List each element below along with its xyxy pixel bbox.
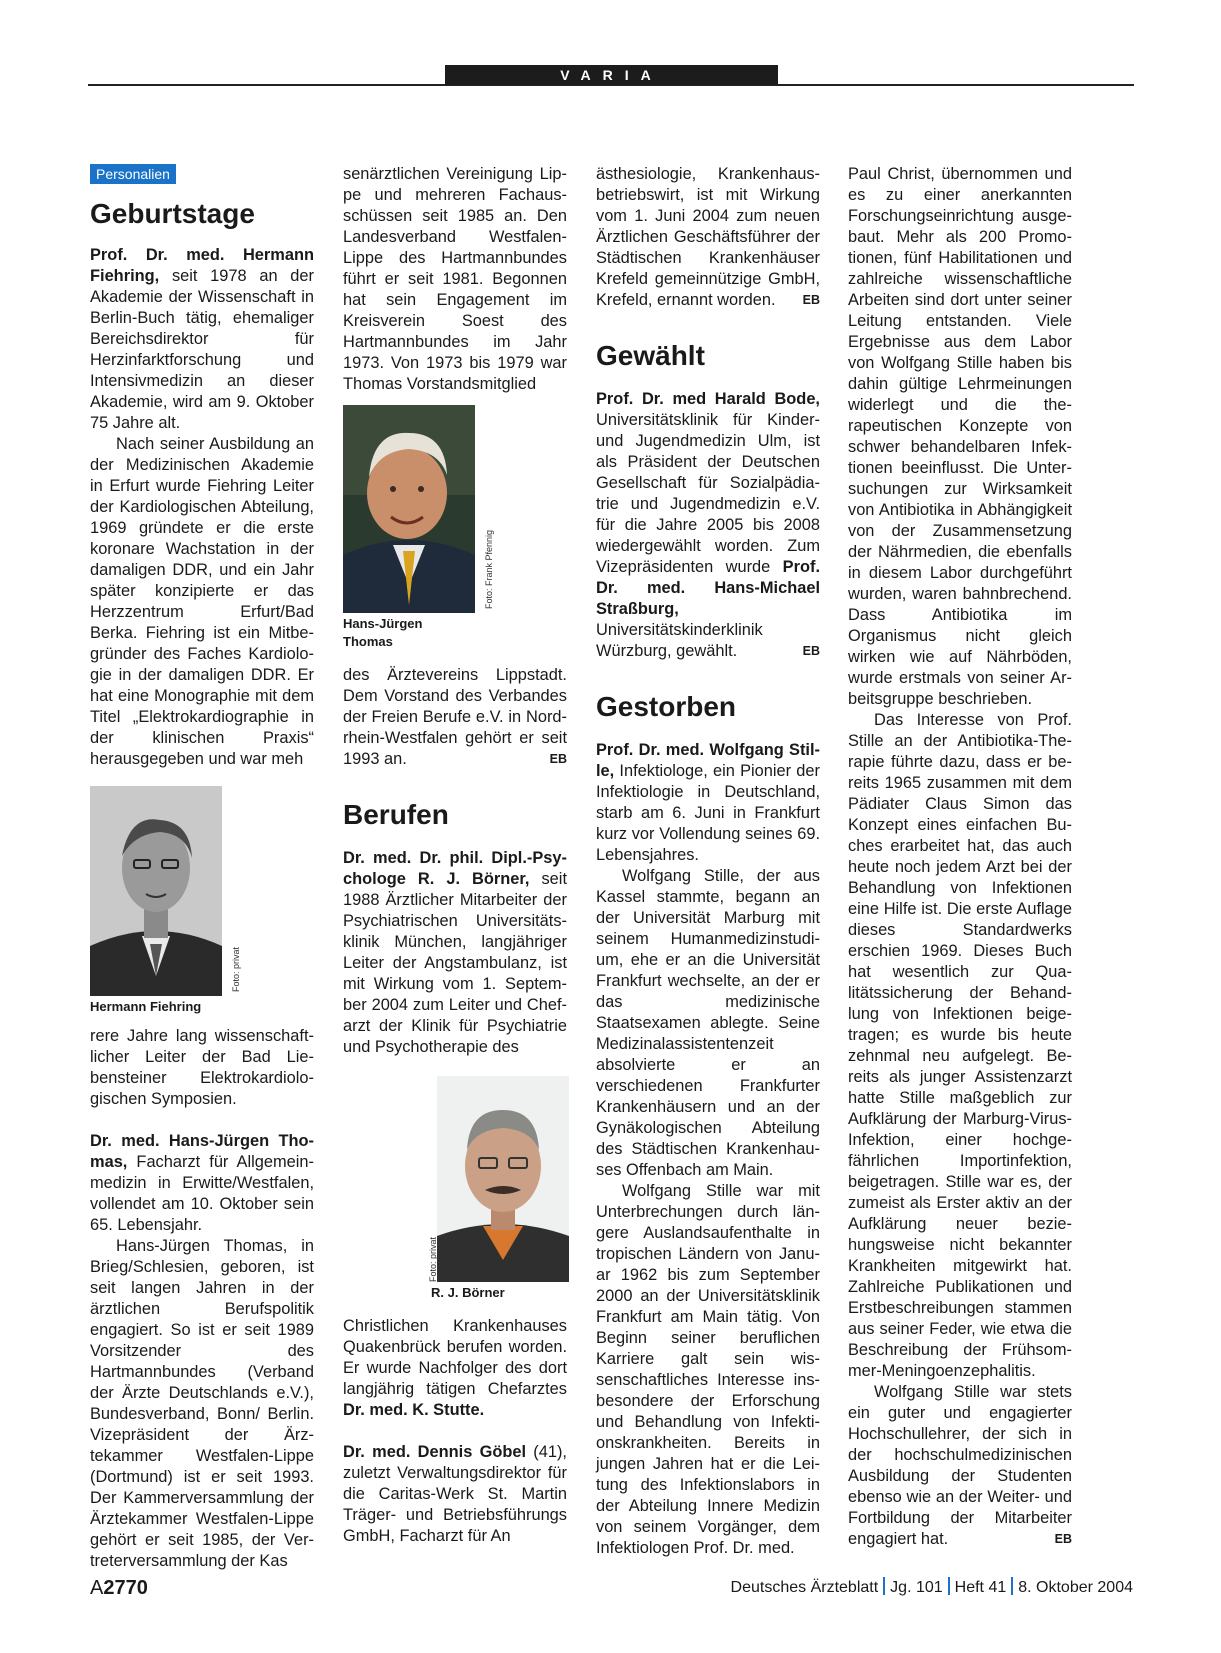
portrait-image <box>343 405 475 613</box>
page-number: A2770 <box>90 1577 148 1599</box>
person-name: Dr. med. Dr. phil. Dipl.-Psychologe R. J. Börner, <box>343 849 567 888</box>
column-3 <box>596 164 820 1559</box>
paragraph: Prof. Dr. med. Wolfgang Stille, Infektiologe, ein Pionier der Infektiologie in Deutschland, starb am 6. Juni in Frankfurt kurz vor Vollendung seines 69. Lebensjahres. <box>596 741 820 864</box>
photo-fiehring <box>90 786 241 1016</box>
photo-caption: R. J. Börner <box>431 1285 505 1300</box>
separator <box>1011 1577 1013 1595</box>
photo-caption: Hermann Fiehring <box>90 999 202 1014</box>
column-4 <box>848 164 1072 1550</box>
photo-caption: Hans-Jürgen Thomas <box>343 616 423 649</box>
paragraph: Wolfgang Stille war stets ein guter und engagierter Hochschullehrer, der sich in der hochschulmedizinischen Ausbildung der Studenten ebenso wie an der Weiter- und Fortbildung der Mitarbeiter engagiert hat. EB <box>848 1383 1072 1548</box>
separator <box>948 1577 950 1595</box>
heading-gestorben: Gestorben <box>596 691 737 722</box>
journal-info <box>731 1577 1133 1597</box>
paragraph: Nach seiner Ausbildung an der Medizinischen Akademie in Erfurt wurde Fiehring Leiter der Kardiologischen Abteilung, 1969 gründete er die erste koronare Wachstation in der damaligen DDR, und ein Jahr später konzipierte er das Herzzentrum Erfurt/Bad Berka. Fiehring ist ein Mitbegründer des Faches Kardiologie in der damaligen DDR. Er hat eine Monographie mit dem Titel „Elektrokardiographie in der klinischen Praxis“ herausgegeben und war meh <box>90 435 314 768</box>
paragraph: Dr. med. Hans-Jürgen Thomas, Facharzt für Allgemeinmedizin in Erwitte/Westfalen, vollendet am 10. Oktober sein 65. Lebensjahr. <box>90 1132 314 1234</box>
journal-date: 8. Oktober 2004 <box>1018 1579 1133 1596</box>
photo-boerner <box>428 1076 569 1302</box>
heading-gewaehlt: Gewählt <box>596 340 705 371</box>
section-header: VARIA <box>445 65 778 85</box>
person-name: Dr. med. Hans-Jürgen Thomas, <box>90 1132 314 1171</box>
person-name: Dr. med. Dennis Göbel <box>343 1443 527 1461</box>
author-signature: EB <box>1054 1532 1072 1546</box>
author-signature: EB <box>802 644 820 658</box>
person-name: Prof. Dr. med Harald Bode, <box>596 390 820 408</box>
paragraph: Dr. med. Dennis Göbel (41), zuletzt Verwaltungsdirektor für die Caritas-Werk St. Martin Träger- und Betriebsführungs GmbH, Facharzt für An <box>343 1443 567 1545</box>
paragraph: Paul Christ, übernommen und es zu einer anerkannten Forschungseinrichtung ausgebaut. Mehr als 200 Promotionen, fünf Habilitationen und zahlreiche wissenschaftliche Arbeiten sind dort unter seiner Leitung entstanden. Viele Ergebnisse aus dem Labor von Wolfgang Stille haben bis dahin gültige Lehrmeinungen widerlegt und die therapeutischen Konzepte von schwer behandelbaren Infektionen beeinflusst. Die Untersuchungen zur Wirksamkeit von Antibiotika in Abhängigkeit von der Zusammensetzung der Nährmedien, die ebenfalls in diesem Labor durchgeführt wurden, waren bahnbrechend. Dass Antibiotika im Organismus nicht gleich wirken wie auf Nährböden, wurde erstmals von seiner Arbeitsgruppe beschrieben. <box>848 165 1072 708</box>
heading-geburtstage: Geburtstage <box>90 198 255 229</box>
person-name: Prof. Dr. med. Hans-Michael Straßburg, <box>596 558 820 618</box>
paragraph: Wolfgang Stille war mit Unterbrechungen durch längere Auslandsaufenthalte in tropischen Ländern von Januar 1962 bis zum September 2000 an der Universitätsklinik Frankfurt am Main tätig. Von Beginn seiner beruflichen Karriere galt sein wissenschaftliches Interesse insbesondere der Erforschung und Behandlung von Infektionskrankheiten. Bereits in jungen Jahren hat er die Leitung des Infektionslabors in der Abteilung Innere Medizin von seinem Vorgänger, dem Infektiologen Prof. Dr. med. <box>596 1182 820 1557</box>
journal-name: Deutsches Ärzteblatt <box>730 1579 879 1596</box>
paragraph: Dr. med. Dr. phil. Dipl.-Psychologe R. J. Börner, seit 1988 Ärztlicher Mitarbeiter der Psychiatrischen Universitätsklinik München, langjähriger Leiter der Angstambulanz, ist mit Wirkung vom 1. September 2004 zum Leiter und Chefarzt der Klinik für Psychiatrie und Psychotherapie des <box>343 849 567 1056</box>
person-name: Dr. med. K. Stutte. <box>343 1401 485 1419</box>
paragraph: Prof. Dr. med Harald Bode, Universitätsklinik für Kinder- und Jugendmedizin Ulm, ist als Präsident der Deutschen Gesellschaft für Sozialpädiatrie und Jugendmedizin e.V. für die Jahre 2005 bis 2008 wiedergewählt worden. Zum Vizepräsidenten wurde Prof. Dr. med. Hans-Michael Straßburg, Universitätskinderklinik Würzburg, gewählt. EB <box>596 390 820 660</box>
paragraph: Wolfgang Stille, der aus Kassel stammte, begann an der Universität Marburg mit seinem Humanmedizinstudium, ehe er an die Universität Frankfurt wechselte, an der er das medizinische Staatsexamen ablegte. Seine Medizinalassistentenzeit absolvierte er an verschiedenen Frankfurter Krankenhäusern und an der Gynäkologischen Abteilung des Städtischen Krankenhauses Offenbach am Main. <box>596 867 820 1179</box>
photo-thomas <box>343 405 494 651</box>
heading-berufen: Berufen <box>343 799 449 830</box>
person-name: Prof. Dr. med. Hermann Fiehring, <box>90 246 314 285</box>
paragraph: Christlichen Krankenhauses Quakenbrück berufen worden. Er wurde Nachfolger des dort langjährig tätigen Chefarztes Dr. med. K. Stutte. <box>343 1317 567 1419</box>
paragraph: des Ärztevereins Lippstadt. Dem Vorstand des Verbandes der Freien Berufe e.V. in Nordrhein-Westfalen gehört er seit 1993 an. EB <box>343 666 567 768</box>
author-signature: EB <box>802 293 820 307</box>
author-signature: EB <box>549 752 567 766</box>
photo-credit: Foto: privat <box>428 1236 438 1282</box>
category-badge: Personalien <box>90 164 176 184</box>
portrait-image <box>437 1076 569 1282</box>
paragraph: Prof. Dr. med. Hermann Fiehring, seit 1978 an der Akademie der Wissenschaft in Berlin-Buch tätig, ehemaliger Bereichsdirektor für Herzinfarktforschung und Intensivmedizin an dieser Akademie, wird am 9. Oktober 75 Jahre alt. <box>90 246 314 432</box>
journal-issue: Heft 41 <box>954 1579 1007 1596</box>
paragraph: ästhesiologie, Krankenhausbetriebswirt, ist mit Wirkung vom 1. Juni 2004 zum neuen Ärztlichen Geschäftsführer der Städtischen Krankenhäuser Krefeld gemeinnützige GmbH, Krefeld, ernannt worden. EB <box>596 165 820 309</box>
paragraph: senärztlichen Vereinigung Lippe und mehreren Fachausschüssen seit 1985 an. Den Landesverband Westfalen-Lippe des Hartmannbundes führt er seit 1981. Begonnen hat sein Engagement im Kreisverein Soest des Hartmannbundes im Jahr 1973. Von 1973 bis 1979 war Thomas Vorstandsmitglied <box>343 165 567 393</box>
column-1 <box>90 164 314 1572</box>
photo-credit: Foto: privat <box>231 946 241 992</box>
column-2 <box>343 164 567 1547</box>
paragraph: Hans-Jürgen Thomas, in Brieg/Schlesien, geboren, ist seit langen Jahren in der ärztlichen Berufspolitik engagiert. So ist er seit 1989 Vorsitzender des Hartmannbundes (Verband der Ärzte Deutschlands e.V.), Bundesverband, Bonn/ Berlin. Vizepräsident der Ärztekammer Westfalen-Lippe (Dortmund) ist er seit 1993. Der Kammerversammlung der Ärztekammer Westfalen-Lippe gehört er seit 1985, der Vertreterversammlung der Kas <box>90 1237 314 1570</box>
photo-credit: Foto: Frank Pfennig <box>484 529 494 609</box>
journal-volume: Jg. 101 <box>890 1579 943 1596</box>
person-name: Prof. Dr. med. Wolfgang Stille, <box>596 741 820 780</box>
portrait-image <box>90 786 222 996</box>
paragraph: rere Jahre lang wissenschaftlicher Leiter der Bad Liebensteiner Elektrokardiologischen Symposien. <box>90 1027 314 1108</box>
paragraph: Das Interesse von Prof. Stille an der Antibiotika-Therapie führte dazu, dass er bereits 1965 zusammen mit dem Pädiater Claus Simon das Konzept eines einfachen Buches erarbeitet hat, das auch heute noch jedem Arzt bei der Behandlung von Infektionen eine Hilfe ist. Die erste Auflage dieses Standardwerks erschien 1969. Dieses Buch hat wesentlich zur Qualitätssicherung der Behandlung von Infektionen beigetragen; es wurde bis heute zehnmal neu aufgelegt. Bereits als junger Assistenzarzt hatte Stille maßgeblich zur Aufklärung der Marburg-Virus-Infektion, einer hochgefährlichen Importinfektion, beigetragen. Stille war es, der zumeist als Erster aktiv an der Aufklärung neuer beziehungsweise nicht bekannter Krankheiten mitgewirkt hat. Zahlreiche Publikationen und Erstbeschreibungen stammen aus seiner Feder, wie etwa die Beschreibung der Frühsommer-Meningoenzephalitis. <box>848 711 1072 1380</box>
separator <box>883 1577 885 1595</box>
